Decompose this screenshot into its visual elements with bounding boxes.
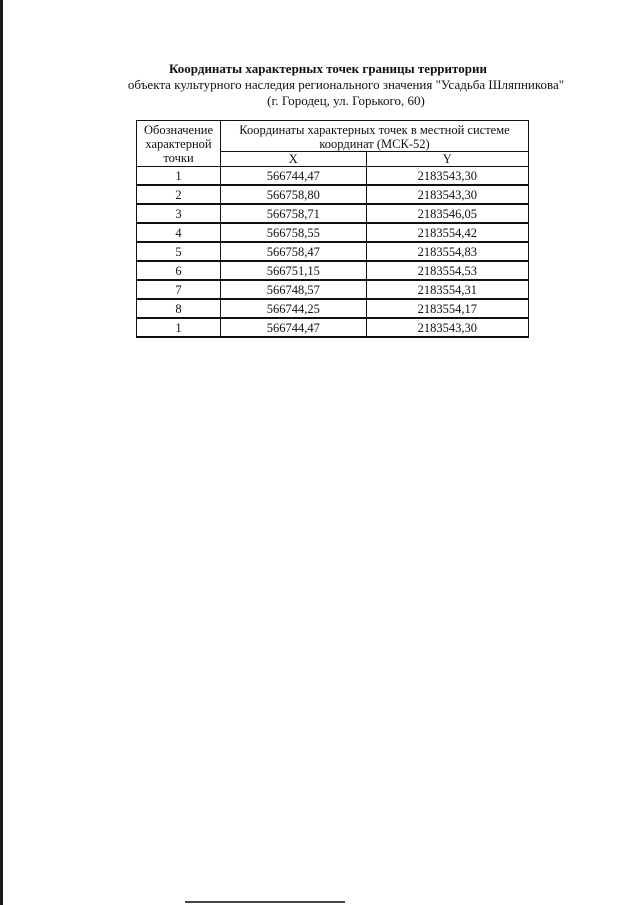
y-cell: 2183554,53 xyxy=(366,261,528,280)
header-y: Y xyxy=(366,152,528,167)
scan-left-edge xyxy=(0,0,3,905)
table-row xyxy=(137,299,529,318)
x-cell: 566748,57 xyxy=(221,280,367,299)
document-address: (г. Городец, ул. Горького, 60) xyxy=(267,93,425,108)
point-cell: 2 xyxy=(137,185,221,204)
point-cell: 3 xyxy=(137,204,221,223)
y-cell: 2183543,30 xyxy=(366,318,528,337)
point-cell: 5 xyxy=(137,242,221,261)
y-cell: 2183543,30 xyxy=(366,167,528,186)
table-row xyxy=(137,204,529,223)
header-point-line: точки xyxy=(163,151,194,165)
point-cell: 4 xyxy=(137,223,221,242)
y-cell: 2183554,31 xyxy=(366,280,528,299)
table-row xyxy=(137,280,529,299)
x-cell: 566751,15 xyxy=(221,261,367,280)
point-cell: 7 xyxy=(137,280,221,299)
scan-bottom-edge xyxy=(185,901,345,903)
y-cell: 2183554,17 xyxy=(366,299,528,318)
coordinates-table xyxy=(136,120,529,338)
coordinates-table-body xyxy=(137,167,529,338)
x-cell: 566744,47 xyxy=(221,167,367,186)
header-point-designation xyxy=(137,121,221,167)
header-coordinates-group: Координаты характерных точек в местной системе координат (МСК-52) xyxy=(221,121,529,152)
point-cell: 1 xyxy=(137,167,221,186)
point-cell: 8 xyxy=(137,299,221,318)
x-cell: 566758,80 xyxy=(221,185,367,204)
point-cell: 1 xyxy=(137,318,221,337)
table-row xyxy=(137,185,529,204)
header-point-line: характерной xyxy=(145,137,212,151)
x-cell: 566758,71 xyxy=(221,204,367,223)
table-row xyxy=(137,318,529,337)
table-row xyxy=(137,223,529,242)
table-row xyxy=(137,261,529,280)
document-subtitle: объекта культурного наследия регионального значения "Усадьба Шляпникова" xyxy=(127,77,565,92)
x-cell: 566758,47 xyxy=(221,242,367,261)
header-point-line: Обозначение xyxy=(143,123,214,137)
header-x: X xyxy=(221,152,367,167)
x-cell: 566758,55 xyxy=(221,223,367,242)
y-cell: 2183554,83 xyxy=(366,242,528,261)
y-cell: 2183554,42 xyxy=(366,223,528,242)
x-cell: 566744,47 xyxy=(221,318,367,337)
document-title-block xyxy=(0,61,640,109)
y-cell: 2183543,30 xyxy=(366,185,528,204)
point-cell: 6 xyxy=(137,261,221,280)
document-title: Координаты характерных точек границы территории xyxy=(169,61,487,76)
x-cell: 566744,25 xyxy=(221,299,367,318)
table-row xyxy=(137,167,529,186)
y-cell: 2183546,05 xyxy=(366,204,528,223)
table-row xyxy=(137,242,529,261)
